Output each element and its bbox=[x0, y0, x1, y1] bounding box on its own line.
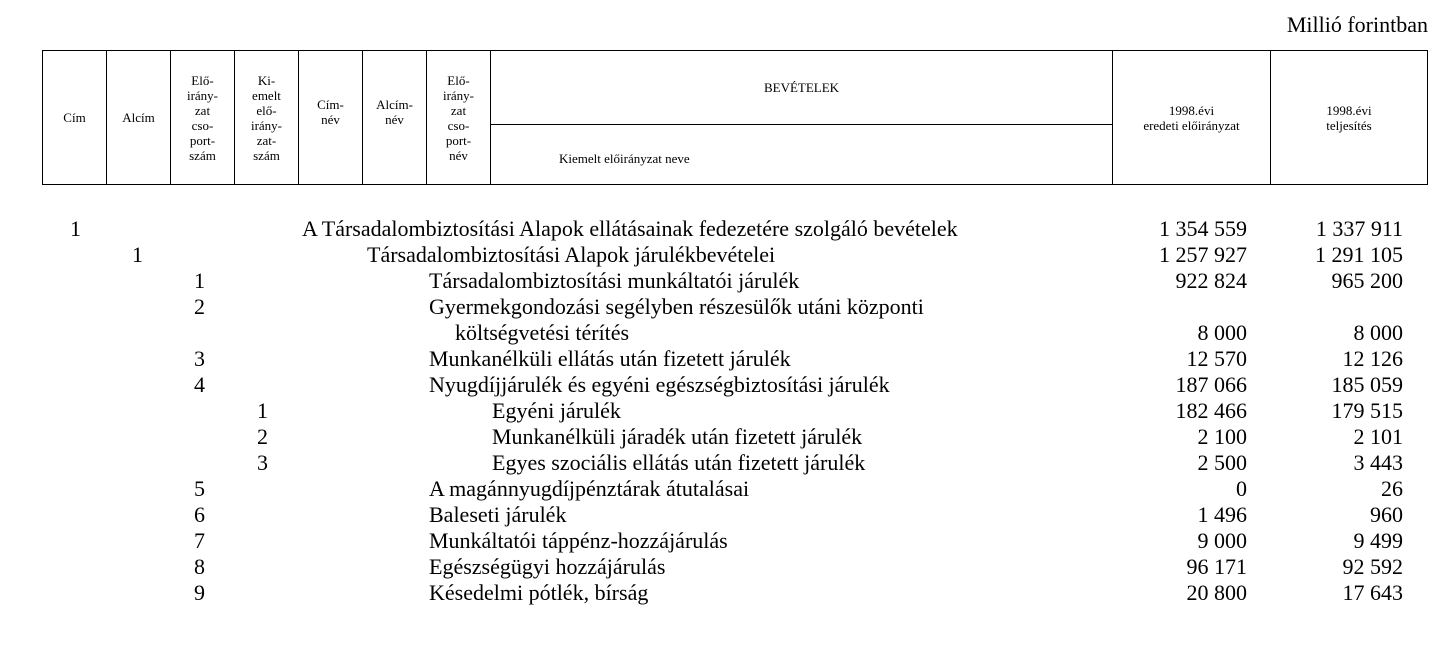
cell-eredeti: 182 466 bbox=[1175, 398, 1247, 423]
cell-teljesites: 1 337 911 bbox=[1315, 216, 1403, 241]
cell-name: A Társadalombiztosítási Alapok ellátásainak fedezetére szolgáló bevételek bbox=[302, 216, 958, 241]
cell-teljesites: 26 bbox=[1381, 476, 1403, 501]
table-row bbox=[0, 476, 1455, 502]
cell-teljesites: 960 bbox=[1370, 502, 1403, 527]
cell-name: A magánnyugdíjpénztárak átutalásai bbox=[429, 476, 750, 501]
cell-eredeti: 2 500 bbox=[1197, 450, 1247, 475]
table-header bbox=[42, 50, 1428, 185]
cell-name: költségvetési térítés bbox=[455, 320, 630, 345]
cell-teljesites: 965 200 bbox=[1331, 268, 1403, 293]
cell-csoport: 1 bbox=[194, 268, 205, 293]
cell-teljesites: 2 101 bbox=[1353, 424, 1403, 449]
cell-csoport: 6 bbox=[194, 502, 205, 527]
cell-kiemelt: 1 bbox=[257, 398, 268, 423]
table-row bbox=[0, 528, 1455, 554]
cell-teljesites: 12 126 bbox=[1342, 346, 1403, 371]
header-cim-nev: Cím- név bbox=[299, 51, 363, 184]
table-row bbox=[0, 502, 1455, 528]
cell-eredeti: 9 000 bbox=[1197, 528, 1247, 553]
header-eloiranyzat-csoport-nev: Elő- irány- zat cso- port- név bbox=[427, 51, 491, 184]
header-eredeti-eloiranyzat: 1998.évi eredeti előirányzat bbox=[1113, 51, 1271, 184]
cell-eredeti: 922 824 bbox=[1175, 268, 1247, 293]
cell-teljesites: 1 291 105 bbox=[1315, 242, 1403, 267]
cell-name: Nyugdíjjárulék és egyéni egészségbiztosítási járulék bbox=[429, 372, 890, 397]
cell-teljesites: 9 499 bbox=[1353, 528, 1403, 553]
table-row bbox=[0, 294, 1455, 320]
header-bevetelek: BEVÉTELEK bbox=[491, 51, 1112, 125]
header-bevetelek-group bbox=[491, 51, 1113, 184]
table-row bbox=[0, 320, 1455, 346]
table-row bbox=[0, 398, 1455, 424]
cell-alcim: 1 bbox=[132, 242, 143, 267]
cell-name: Késedelmi pótlék, bírság bbox=[429, 580, 649, 605]
table-row bbox=[0, 242, 1455, 268]
cell-teljesites: 179 515 bbox=[1331, 398, 1403, 423]
cell-csoport: 4 bbox=[194, 372, 205, 397]
table-row bbox=[0, 268, 1455, 294]
cell-teljesites: 185 059 bbox=[1331, 372, 1403, 397]
table-row bbox=[0, 580, 1455, 606]
table-row bbox=[0, 554, 1455, 580]
cell-eredeti: 8 000 bbox=[1197, 320, 1247, 345]
cell-teljesites: 17 643 bbox=[1342, 580, 1403, 605]
cell-eredeti: 1 496 bbox=[1197, 502, 1247, 527]
cell-kiemelt: 3 bbox=[257, 450, 268, 475]
table-row bbox=[0, 450, 1455, 476]
cell-csoport: 2 bbox=[194, 294, 205, 319]
header-alcim: Alcím bbox=[107, 51, 171, 184]
cell-eredeti: 96 171 bbox=[1186, 554, 1247, 579]
cell-eredeti: 187 066 bbox=[1175, 372, 1247, 397]
cell-name: Baleseti járulék bbox=[429, 502, 567, 527]
cell-eredeti: 1 354 559 bbox=[1159, 216, 1247, 241]
table-row bbox=[0, 372, 1455, 398]
table-row bbox=[0, 424, 1455, 450]
header-eloiranyzat-csoport-szam: Elő- irány- zat cso- port- szám bbox=[171, 51, 235, 184]
header-teljesites: 1998.évi teljesítés bbox=[1326, 102, 1372, 133]
cell-name: Munkáltatói táppénz-hozzájárulás bbox=[429, 528, 728, 553]
header-alcim-nev: Alcím- név bbox=[363, 51, 427, 184]
cell-name: Egyéni járulék bbox=[492, 398, 621, 423]
cell-name: Társadalombiztosítási munkáltatói járulék bbox=[429, 268, 800, 293]
unit-label: Millió forintban bbox=[1286, 12, 1428, 37]
cell-name: Munkanélküli járadék után fizetett járulék bbox=[492, 424, 863, 449]
header-kiemelt-eloiranyzat-neve: Kiemelt előirányzat neve bbox=[559, 150, 690, 166]
cell-teljesites: 3 443 bbox=[1353, 450, 1403, 475]
table-row bbox=[0, 216, 1455, 242]
cell-cim: 1 bbox=[70, 216, 81, 241]
cell-name: Egészségügyi hozzájárulás bbox=[429, 554, 666, 579]
table-row bbox=[0, 346, 1455, 372]
cell-name: Gyermekgondozási segélyben részesülők utáni központi bbox=[429, 294, 924, 319]
cell-teljesites: 92 592 bbox=[1342, 554, 1403, 579]
cell-eredeti: 0 bbox=[1236, 476, 1247, 501]
cell-csoport: 5 bbox=[194, 476, 205, 501]
table-body bbox=[0, 216, 1455, 606]
cell-teljesites: 8 000 bbox=[1353, 320, 1403, 345]
cell-csoport: 7 bbox=[194, 528, 205, 553]
header-kiemelt-eloiranyzat-szam: Ki- emelt elő- irány- zat- szám bbox=[235, 51, 299, 184]
cell-kiemelt: 2 bbox=[257, 424, 268, 449]
cell-csoport: 8 bbox=[194, 554, 205, 579]
header-cim: Cím bbox=[43, 51, 107, 184]
cell-name: Munkanélküli ellátás után fizetett járulék bbox=[429, 346, 791, 371]
cell-name: Egyes szociális ellátás után fizetett járulék bbox=[492, 450, 866, 475]
cell-csoport: 3 bbox=[194, 346, 205, 371]
cell-eredeti: 1 257 927 bbox=[1159, 242, 1247, 267]
cell-name: Társadalombiztosítási Alapok járulékbevételei bbox=[367, 242, 776, 267]
cell-csoport: 9 bbox=[194, 580, 205, 605]
cell-eredeti: 12 570 bbox=[1186, 346, 1247, 371]
cell-eredeti: 2 100 bbox=[1197, 424, 1247, 449]
cell-eredeti: 20 800 bbox=[1186, 580, 1247, 605]
